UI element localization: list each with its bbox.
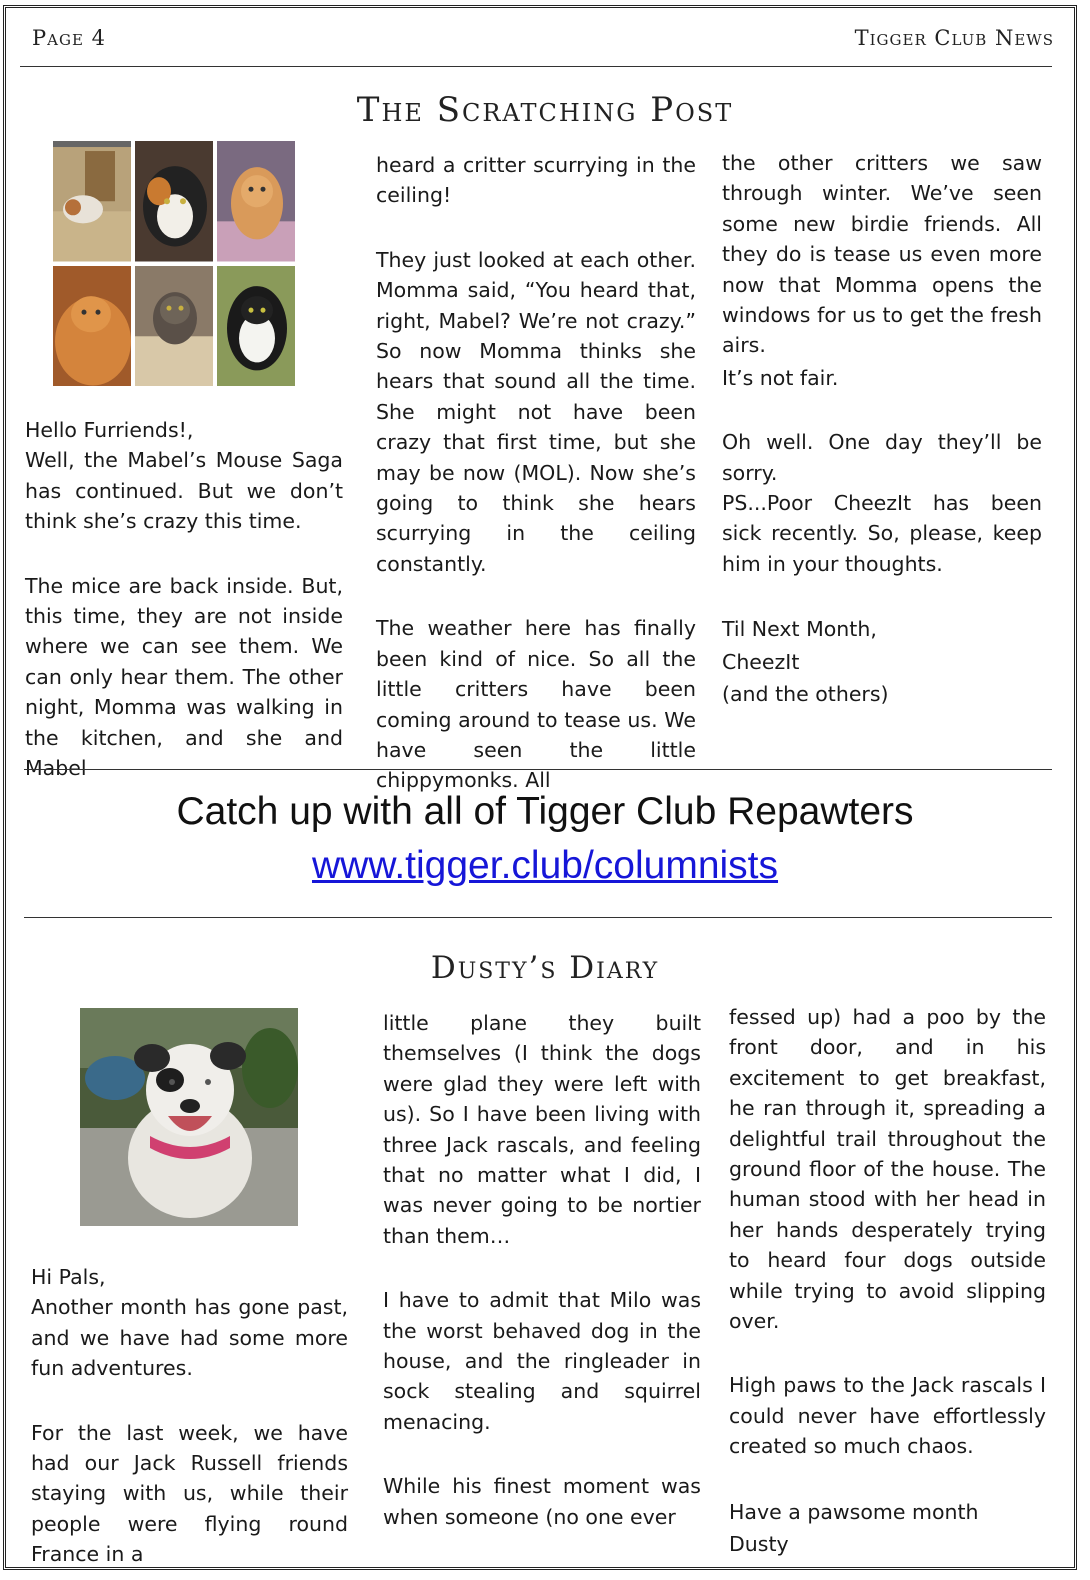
- cheezit-intro: Well, the Mabel’s Mouse Saga has continued. But we don’t think she’s crazy this time.: [25, 448, 343, 534]
- paragraph: little plane they built themselves (I think the dogs were glad they were left with us). So I have been living with three Jack rascals, and feeling that no matter what I did, I was never going to be nortier than them…: [383, 1011, 701, 1248]
- paragraph: The mice are back inside. But, this time, they are not inside where we can see them. We can only hear them. The other night, Momma was walking in the kitchen, and she and Mabel: [25, 573, 343, 781]
- dustys-diary-title: Dusty’s Diary: [430, 950, 660, 986]
- paragraph: It’s not fair.: [722, 365, 839, 390]
- cheezit-greeting: Hello Furriends!,: [25, 418, 194, 442]
- paragraph: heard a critter scurrying in the ceiling!: [376, 153, 696, 208]
- postscript: PS...Poor CheezIt has been sick recently. So, please, keep him in your thoughts.: [722, 491, 1042, 576]
- dog-photo: [80, 1008, 298, 1226]
- dusty-greeting: Hi Pals,: [31, 1265, 106, 1289]
- columnists-link[interactable]: www.tigger.club/columnists: [311, 844, 779, 887]
- dustys-diary-column-3: [729, 1002, 1046, 1561]
- promo-heading: Catch up with all of Tigger Club Repawters: [176, 790, 914, 833]
- cat-photo-3: [217, 141, 295, 262]
- cat-photo-5: [135, 266, 213, 387]
- author-name: CheezIt: [722, 649, 800, 674]
- paragraph: The weather here has finally been kind of nice. So all the little critters have been coming around to tease us. We have seen the little chippymonks. All: [376, 616, 696, 793]
- page-number: Page 4: [32, 26, 106, 50]
- signature: [722, 613, 1042, 711]
- cat-photo-1: [53, 141, 131, 262]
- paragraph: For the last week, we have had our Jack Russell friends staying with us, while their people were flying round France in a: [31, 1420, 348, 1567]
- cat-photo-4: [53, 266, 131, 387]
- paragraph: fessed up) had a poo by the front door, and in his excitement to get breakfast, he ran through it, spreading a delightful trail throughout the ground floor of the house. The human stood with her head in her hands desperately trying to heard four dogs outside while trying to avoid slipping over.: [729, 1005, 1046, 1334]
- paragraph: They just looked at each other. Momma said, “You heard that, right, Mabel? We’re not crazy.” So now Momma thinks she hears that sound all the time. She might not have been crazy that first time, but she may be now (MOL). Now she’s going to think she hears scurrying in the ceiling constantly.: [376, 247, 696, 576]
- paragraph: High paws to the Jack rascals I could never have effortlessly created so much chaos.: [729, 1373, 1046, 1459]
- paragraph: the other critters we saw through winter. We’ve seen some new birdie friends. All they do is tease us even more now that Momma opens the windows for us to get the fresh airs.: [722, 151, 1042, 358]
- paragraph: Oh well. One day they’ll be sorry.: [722, 430, 1042, 485]
- author-note: (and the others): [722, 682, 889, 707]
- header-divider: [20, 66, 1052, 67]
- section-divider-bottom: [24, 917, 1052, 918]
- signoff-line: Til Next Month,: [722, 617, 877, 642]
- scratching-post-column-3: [722, 148, 1042, 711]
- scratching-post-column-2: [376, 150, 696, 796]
- dustys-diary-column-2: [383, 1008, 701, 1532]
- paragraph: I have to admit that Milo was the worst behaved dog in the house, and the ringleader in sock stealing and squirrel menacing.: [383, 1288, 701, 1434]
- paragraph: While his finest moment was when someone (no one ever: [383, 1474, 701, 1529]
- dustys-diary-column-1: [31, 1262, 348, 1570]
- cat-photo-collage: [53, 141, 295, 386]
- scratching-post-title: The Scratching Post: [356, 90, 734, 130]
- publication-name: Tigger Club News: [854, 26, 1054, 50]
- scratching-post-column-1: [25, 415, 343, 783]
- section-divider-top: [24, 769, 1052, 770]
- author-name: Dusty: [729, 1532, 789, 1557]
- cat-photo-2: [135, 141, 213, 262]
- cat-photo-6: [217, 266, 295, 387]
- dusty-intro: Another month has gone past, and we have had some more fun adventures.: [31, 1295, 348, 1381]
- signature: [729, 1496, 1046, 1561]
- signoff-line: Have a pawsome month: [729, 1499, 979, 1524]
